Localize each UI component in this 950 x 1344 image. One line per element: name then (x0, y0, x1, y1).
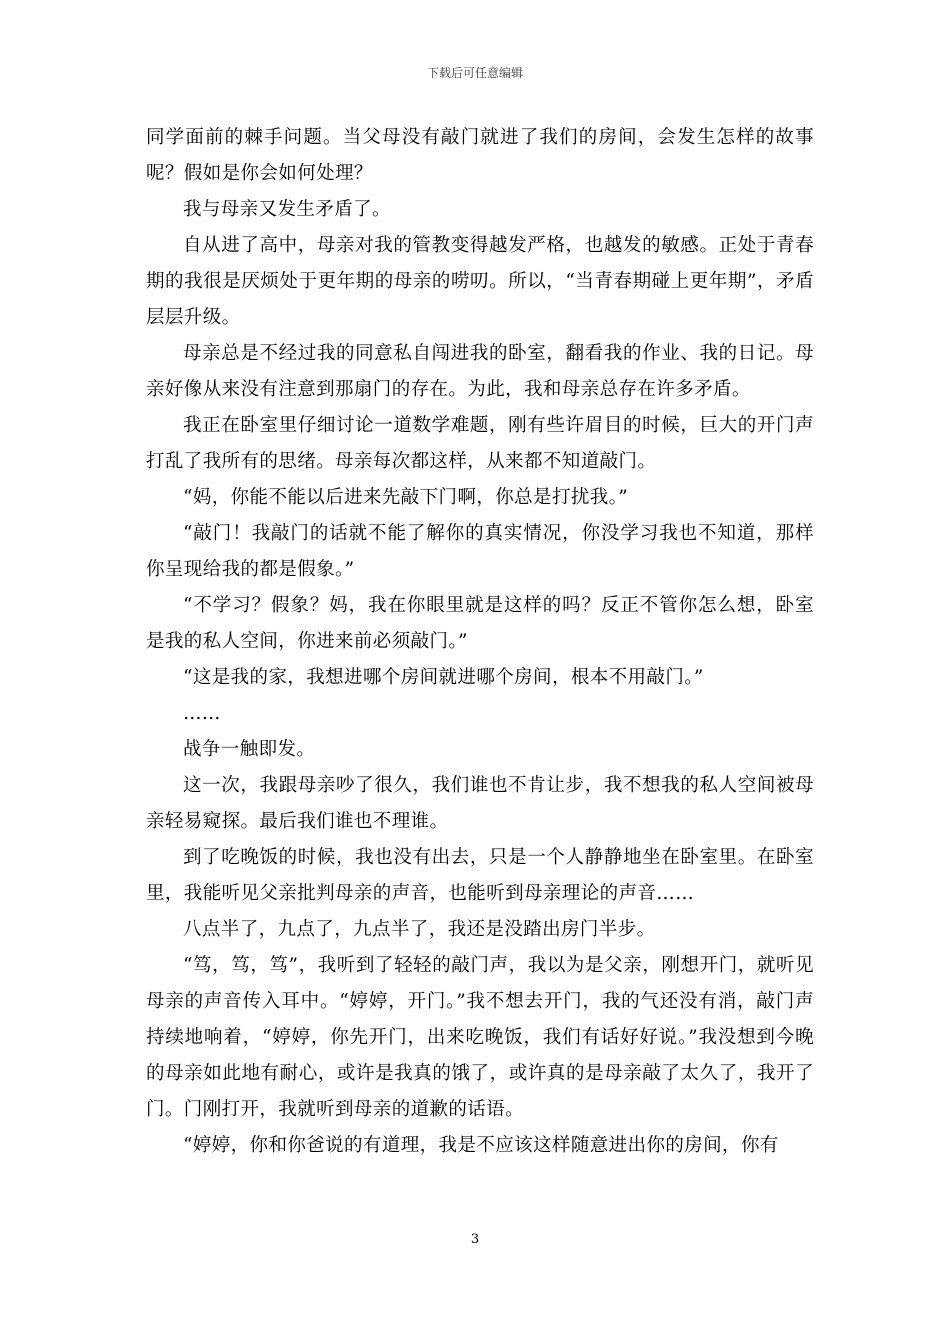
ellipsis-paragraph: …… (183, 703, 221, 724)
body-text (146, 120, 814, 1164)
paragraph: 我与母亲又发生矛盾了。 (183, 199, 391, 220)
paragraph: “妈，你能不能以后进来先敲下门啊，你总是打扰我。” (183, 487, 629, 508)
paragraph: 母亲总是不经过我的同意私自闯进我的卧室，翻看我的作业、我的日记。母亲好像从来没有注意到那扇门的存在。为此，我和母亲总存在许多矛盾。 (146, 343, 814, 400)
page-header: 下载后可任意编辑 (426, 66, 523, 80)
paragraph: 自从进了高中，母亲对我的管教变得越发严格，也越发的敏感。正处于青春期的我很是厌烦处于更年期的母亲的唠叨。所以，“当青春期碰上更年期”，矛盾层层升级。 (146, 235, 814, 328)
paragraph: 这一次，我跟母亲吵了很久，我们谁也不肯让步，我不想我的私人空间被母亲轻易窥探。最后我们谁也不理谁。 (146, 775, 814, 832)
paragraph: 我正在卧室里仔细讨论一道数学难题，刚有些许眉目的时候，巨大的开门声打乱了我所有的思绪。母亲每次都这样，从来都不知道敲门。 (146, 415, 814, 472)
paragraph: 八点半了，九点了，九点半了，我还是没踏出房门半步。 (183, 919, 656, 940)
paragraph: 同学面前的棘手问题。当父母没有敲门就进了我们的房间，会发生怎样的故事呢？假如是你会如何处理？ (146, 127, 814, 184)
paragraph: “这是我的家，我想进哪个房间就进哪个房间，根本不用敲门。” (183, 667, 704, 688)
paragraph: 到了吃晚饭的时候，我也没有出去，只是一个人静静地坐在卧室里。在卧室里，我能听见父亲批判母亲的声音，也能听到母亲理论的声音…… (146, 847, 814, 904)
paragraph: “不学习？假象？妈，我在你眼里就是这样的吗？反正不管你怎么想，卧室是我的私人空间，你进来前必须敲门。” (146, 595, 814, 652)
page-number: 3 (470, 1232, 480, 1247)
paragraph: “笃，笃，笃”，我听到了轻轻的敲门声，我以为是父亲，刚想开门，就听见母亲的声音传入耳中。“婷婷，开门。”我不想去开门，我的气还没有消，敲门声持续地响着，“婷婷，你先开门，出来吃晚饭，我们有话好好说。”我没想到今晚的母亲如此地有耐心，或许是我真的饿了，或许真的是母亲敲了太久了，我开了门。门刚打开，我就听到母亲的道歉的话语。 (146, 955, 814, 1120)
paragraph: “婷婷，你和你爸说的有道理，我是不应该这样随意进出你的房间，你有 (183, 1135, 779, 1156)
paragraph: 战争一触即发。 (183, 739, 316, 760)
paragraph: “敲门！我敲门的话就不能了解你的真实情况，你没学习我也不知道，那样你呈现给我的都是假象。” (146, 523, 814, 580)
